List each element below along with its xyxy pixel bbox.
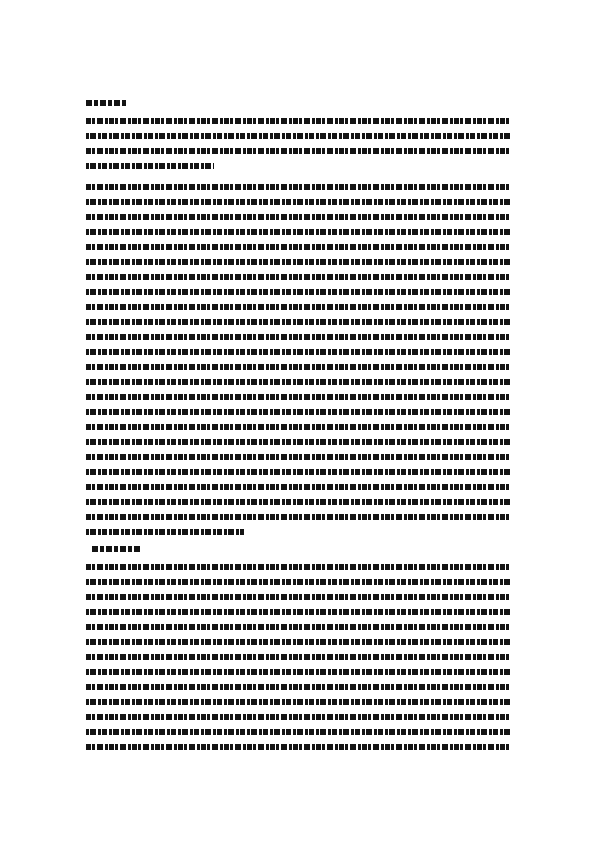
paragraph-2-line xyxy=(86,259,510,265)
section-heading-2-line xyxy=(92,546,140,552)
paragraph-3-line xyxy=(86,684,510,690)
paragraph-1-line xyxy=(86,118,510,124)
paragraph-3-line xyxy=(86,669,510,675)
paragraph-3-line xyxy=(86,699,510,705)
paragraph-2-line xyxy=(86,364,510,370)
paragraph-2-line xyxy=(86,184,510,190)
paragraph-1-line xyxy=(86,148,510,154)
paragraph-2-line xyxy=(86,484,510,490)
paragraph-2-line xyxy=(86,529,244,535)
paragraph-2-line xyxy=(86,514,510,520)
paragraph-2-line xyxy=(86,454,510,460)
paragraph-2-line xyxy=(86,379,510,385)
paragraph-3-line xyxy=(86,609,510,615)
paragraph-2-line xyxy=(86,439,510,445)
paragraph-3-line xyxy=(86,594,510,600)
paragraph-3-line xyxy=(86,639,510,645)
paragraph-1-line xyxy=(86,163,214,169)
paragraph-3-line xyxy=(86,624,510,630)
paragraph-2-line xyxy=(86,229,510,235)
paragraph-2-line xyxy=(86,409,510,415)
paragraph-2-line xyxy=(86,349,510,355)
paragraph-2-line xyxy=(86,394,510,400)
section-heading-1-line xyxy=(86,100,126,106)
paragraph-2-line xyxy=(86,424,510,430)
paragraph-2-line xyxy=(86,244,510,250)
paragraph-2-line xyxy=(86,499,510,505)
paragraph-2-line xyxy=(86,469,510,475)
paragraph-2-line xyxy=(86,289,510,295)
paragraph-3-line xyxy=(86,654,510,660)
paragraph-1-line xyxy=(86,133,510,139)
paragraph-2-line xyxy=(86,199,510,205)
paragraph-2-line xyxy=(86,304,510,310)
paragraph-2-line xyxy=(86,319,510,325)
paragraph-3-line xyxy=(86,729,510,735)
paragraph-2-line xyxy=(86,274,510,280)
paragraph-3-line xyxy=(86,564,510,570)
paragraph-3-line xyxy=(86,744,510,750)
paragraph-3-line xyxy=(86,714,510,720)
paragraph-3-line xyxy=(86,579,510,585)
paragraph-2-line xyxy=(86,214,510,220)
paragraph-2-line xyxy=(86,334,510,340)
